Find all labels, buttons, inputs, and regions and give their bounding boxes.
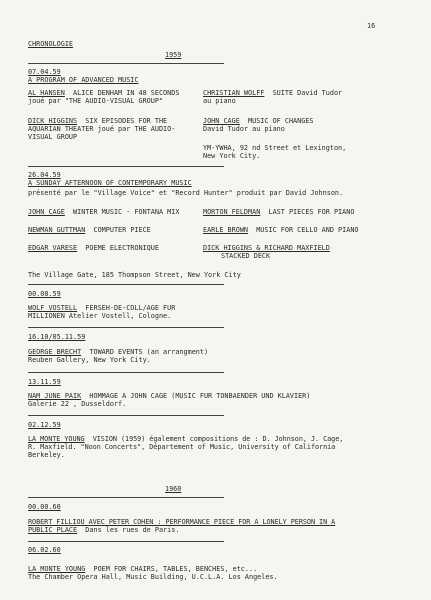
event-presenter: présenté par le "Village Voice" et "Record Hunter" produit par David Johnson.	[28, 189, 344, 197]
page-header: CHRONOLOGIE	[28, 40, 74, 48]
entry	[28, 226, 151, 235]
artist-name: WOLF VOSTELL	[28, 304, 78, 312]
entry	[28, 208, 179, 217]
entry	[203, 208, 354, 217]
divider	[28, 327, 224, 328]
work-title: MUSIC FOR CELLO AND PIANO	[256, 226, 359, 234]
event-date: 06.02.60	[28, 546, 61, 554]
event-date: 02.12.59	[28, 421, 61, 429]
artist-name: EARLE BROWN	[203, 226, 249, 234]
artist-name: PUBLIC PLACE	[28, 526, 78, 534]
event-date: 00.00.60	[28, 503, 61, 511]
event-date: 26.04.59	[28, 171, 61, 179]
artist-name: GEORGE BRECHT	[28, 348, 82, 356]
artist-name: JOHN CAGE	[28, 208, 65, 216]
artist-name: NAM JUNE PAIK	[28, 392, 82, 400]
artist-name: NEWMAN GUTTMAN	[28, 226, 86, 234]
venue: New York City.	[203, 152, 261, 160]
artist-name: AL HANSEN	[28, 89, 65, 97]
work-title: SUITE David Tudor	[272, 89, 343, 97]
divider	[28, 63, 224, 64]
divider	[28, 284, 224, 285]
work-title: FERSEH-DE-COLL/AGE FUR	[85, 304, 176, 312]
page-number: 16	[367, 22, 376, 30]
work-title: LAST PIECES FOR PIANO	[268, 208, 355, 216]
work-title: SIX EPISODES FOR THE	[85, 117, 168, 125]
artist-name: EDGAR VARESE	[28, 244, 78, 252]
artist-name: LA MONTE YOUNG	[28, 435, 85, 443]
artist-name: LA MONTE YOUNG	[28, 565, 86, 573]
entry-detail: The Chamber Opera Hall, Music Building, U.C.L.A. Los Angeles.	[28, 573, 278, 581]
artist-name: ROBERT FILLIOU AVEC PETER COHEN : PERFORMANCE PIECE FOR A LONELY PERSON IN A	[28, 518, 336, 526]
venue: YM-YWHA, 92 nd Street et Lexington,	[203, 144, 347, 152]
divider	[28, 497, 224, 498]
work-title: COMPUTER PIECE	[93, 226, 151, 234]
work-title: POEME ELECTRONIQUE	[85, 244, 159, 252]
event-title: A PROGRAM OF ADVANCED MUSIC	[28, 76, 139, 84]
event-title: A SUNDAY AFTERNOON OF CONTEMPORARY MUSIC	[28, 179, 192, 187]
event-date: 13.11.59	[28, 378, 61, 386]
work-title: ALICE DENHAM IN 48 SECONDS	[73, 89, 180, 97]
divider	[28, 166, 224, 167]
artist-name: JOHN CAGE	[203, 117, 240, 125]
event-date: 16.10/05.11.59	[28, 333, 86, 341]
entry	[203, 226, 359, 235]
entry-detail: joué par "THE AUDIO-VISUAL GROUP"	[28, 97, 164, 105]
entry-detail: AQUARIAN THEATER joué par THE AUDIO-	[28, 125, 176, 133]
divider	[28, 541, 224, 542]
entry-detail: David Tudor au piano	[203, 125, 285, 133]
entry-detail: MILLIONEN Atelier Vostell, Cologne.	[28, 312, 172, 320]
entry-detail: VISUAL GROUP	[28, 133, 78, 141]
entry	[28, 244, 159, 253]
artist-name: CHRISTIAN WOLFF	[203, 89, 265, 97]
entry-detail: Berkeley.	[28, 451, 65, 459]
work-title: TOWARD EVENTS (an arrangment)	[89, 348, 209, 356]
work-title: STACKED DECK	[221, 252, 271, 260]
entry-detail: Reuben Gallery, New York City.	[28, 356, 151, 364]
year-heading-1960: 1960	[165, 485, 182, 493]
work-title: MUSIC OF CHANGES	[248, 117, 314, 125]
work-title: HOMMAGE A JOHN CAGE (MUSIC FUR TONBAENDER UND KLAVIER)	[89, 392, 311, 400]
entry	[28, 526, 179, 535]
artist-name: DICK HIGGINS	[28, 117, 78, 125]
entry-detail: au piano	[203, 97, 236, 105]
venue: The Village Gate, 185 Thompson Street, New York City	[28, 271, 241, 279]
work-title: WINTER MUSIC - FONTANA MIX	[73, 208, 180, 216]
artist-name: MORTON FELDMAN	[203, 208, 261, 216]
entry-detail: R. Maxfield. "Noon Concerts", Département of Music, University of California	[28, 443, 336, 451]
event-date: 07.04.59	[28, 68, 61, 76]
divider	[28, 415, 224, 416]
artist-name: DICK HIGGINS & RICHARD MAXFIELD	[203, 244, 330, 252]
event-date: 00.08.59	[28, 290, 61, 298]
year-heading-1959: 1959	[165, 51, 182, 59]
work-title: POEM FOR CHAIRS, TABLES, BENCHES, etc...	[93, 565, 258, 573]
work-title: VISION (1959) également compositions de : D. Johnson, J. Cage,	[92, 435, 344, 443]
entry-detail: Galerie 22 , Dusseldorf.	[28, 400, 127, 408]
divider	[28, 372, 224, 373]
entry-detail: Dans les rues de Paris.	[85, 526, 180, 534]
